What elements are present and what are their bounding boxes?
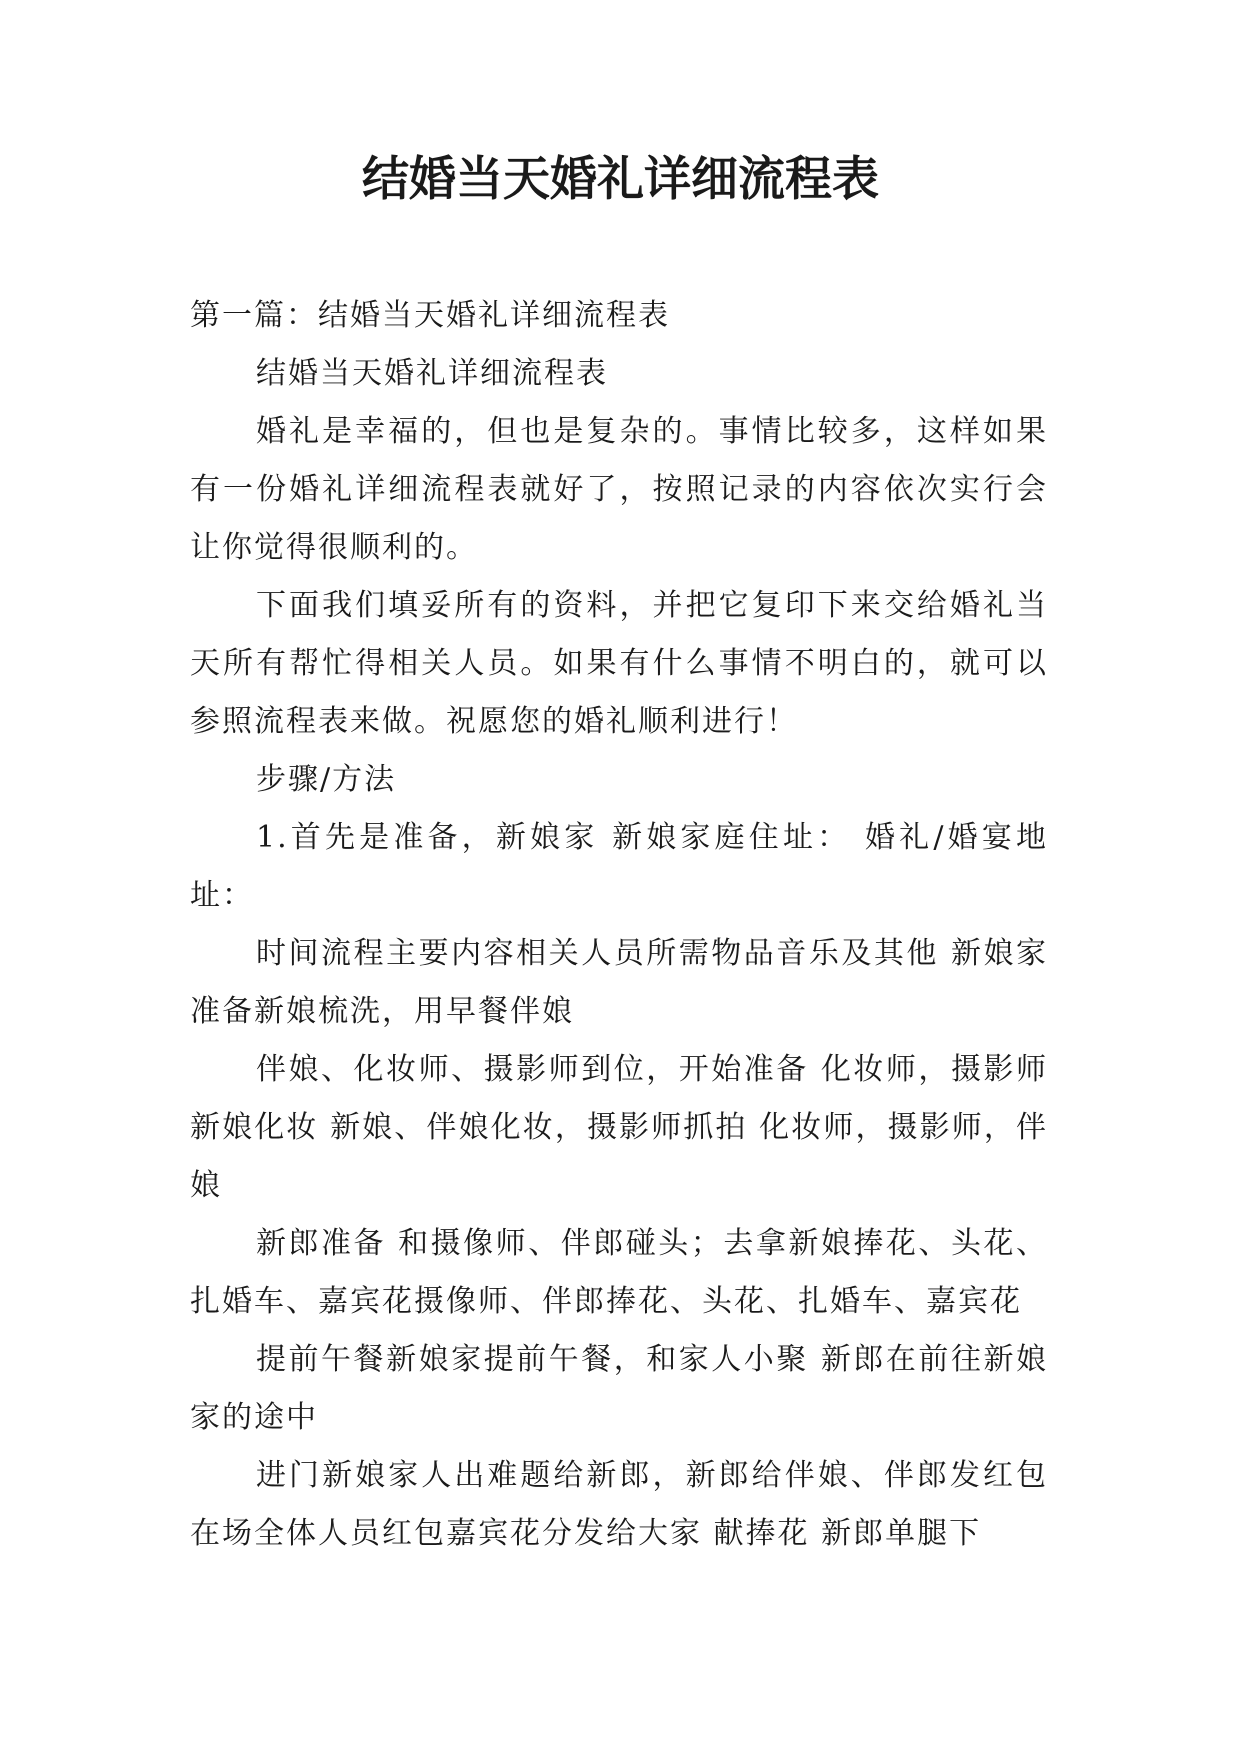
paragraph-intro: 婚礼是幸福的，但也是复杂的。事情比较多，这样如果有一份婚礼详细流程表就好了，按照记录的内容依次实行会让你觉得很顺利的。 — [190, 414, 1048, 565]
paragraph-instructions: 下面我们填妥所有的资料，并把它复印下来交给婚礼当天所有帮忙得相关人员。如果有什么事情不明白的，就可以参照流程表来做。祝愿您的婚礼顺利进行！ — [190, 588, 1048, 739]
paragraph-steps-heading: 步骤/方法 — [256, 762, 397, 797]
paragraph-section-heading: 第一篇：结婚当天婚礼详细流程表 — [190, 298, 670, 333]
paragraph-groom-prep: 新郎准备 和摄像师、伴郎碰头；去拿新娘捧花、头花、扎婚车、嘉宾花摄像师、伴郎捧花、头花、扎婚车、嘉宾花 — [190, 1226, 1048, 1319]
document-title: 结婚当天婚礼详细流程表 — [362, 152, 879, 207]
document-body — [190, 287, 1048, 1563]
paragraph-step-1: 1.首先是准备，新娘家 新娘家庭住址： 婚礼/婚宴地址： — [190, 820, 1048, 913]
paragraph-subtitle: 结婚当天婚礼详细流程表 — [256, 356, 608, 391]
paragraph-entry: 进门新娘家人出难题给新郎，新郎给伴娘、伴郎发红包在场全体人员红包嘉宾花分发给大家 献捧花 新郎单腿下 — [190, 1458, 1048, 1551]
paragraph-lunch: 提前午餐新娘家提前午餐，和家人小聚 新郎在前往新娘家的途中 — [190, 1342, 1048, 1435]
paragraph-timeline-header: 时间流程主要内容相关人员所需物品音乐及其他 新娘家 准备新娘梳洗，用早餐伴娘 — [190, 936, 1048, 1029]
paragraph-makeup: 伴娘、化妆师、摄影师到位，开始准备 化妆师，摄影师 新娘化妆 新娘、伴娘化妆，摄影师抓拍 化妆师，摄影师，伴娘 — [190, 1052, 1048, 1203]
